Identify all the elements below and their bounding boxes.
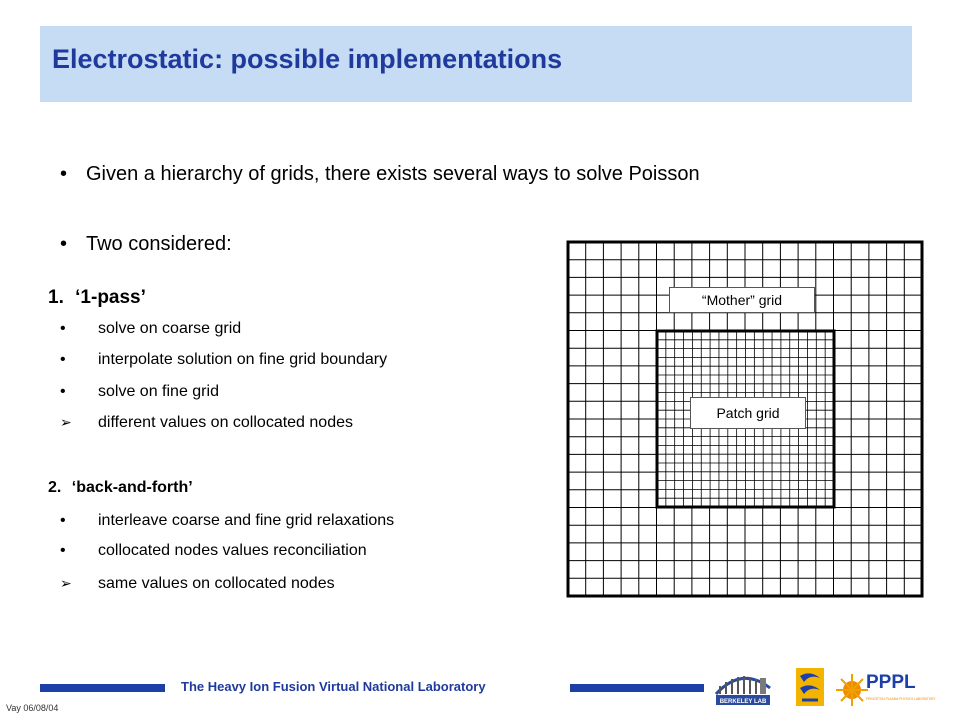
option-1-item-text: interpolate solution on fine grid boundary bbox=[98, 351, 388, 368]
sub-bullet-marker: • bbox=[60, 542, 66, 559]
berkeley-lab-wordmark: BERKELEY LAB bbox=[719, 699, 767, 705]
slide-title: Electrostatic: possible implementations bbox=[52, 44, 563, 74]
sub-bullet-marker: • bbox=[60, 512, 66, 529]
sub-bullet-marker: • bbox=[60, 383, 66, 400]
option-2-item bbox=[60, 512, 394, 530]
option-1-item-text: different values on collocated nodes bbox=[98, 414, 353, 431]
option-2-item-text: interleave coarse and fine grid relaxations bbox=[98, 512, 395, 529]
llnl-logo bbox=[796, 668, 824, 706]
option-1-conclusion bbox=[60, 414, 353, 432]
footer-lab-name: The Heavy Ion Fusion Virtual National Laboratory bbox=[181, 679, 486, 694]
bullet-text: Given a hierarchy of grids, there exists several ways to solve Poisson bbox=[86, 163, 700, 185]
option-1-item bbox=[60, 351, 387, 369]
berkeley-lab-logo bbox=[712, 664, 774, 710]
option-1-item bbox=[60, 320, 241, 338]
option-1-title: ‘1-pass’ bbox=[75, 287, 146, 308]
bullet-text: Two considered: bbox=[86, 233, 232, 255]
patch-grid-label: Patch grid bbox=[690, 397, 806, 429]
option-1-item-text: solve on fine grid bbox=[98, 383, 219, 400]
bullet-marker: • bbox=[60, 233, 68, 255]
bullet-hierarchy bbox=[60, 163, 700, 186]
footer-bar-right bbox=[570, 684, 704, 692]
option-2-item-text: collocated nodes values reconciliation bbox=[98, 542, 367, 559]
mother-grid-label: “Mother” grid bbox=[669, 287, 815, 313]
option-1-item-text: solve on coarse grid bbox=[98, 320, 242, 337]
pppl-subtitle: PRINCETON PLASMA PHYSICS LABORATORY bbox=[866, 697, 936, 701]
option-1-heading bbox=[48, 287, 146, 309]
sub-bullet-marker: • bbox=[60, 351, 66, 368]
pppl-logo bbox=[836, 668, 936, 710]
option-2-conclusion bbox=[60, 575, 335, 593]
option-1-item bbox=[60, 383, 219, 401]
sub-bullet-marker: • bbox=[60, 320, 66, 337]
option-2-item bbox=[60, 542, 367, 560]
bullet-marker: • bbox=[60, 163, 68, 185]
pppl-wordmark: PPPL bbox=[866, 672, 916, 693]
arrow-marker: ➢ bbox=[60, 575, 72, 591]
arrow-marker: ➢ bbox=[60, 414, 72, 430]
option-2-item-text: same values on collocated nodes bbox=[98, 575, 335, 592]
option-2-title: ‘back-and-forth’ bbox=[71, 479, 193, 496]
option-1-number: 1. bbox=[48, 287, 64, 308]
bullet-two-considered bbox=[60, 233, 232, 256]
option-2-heading bbox=[48, 479, 193, 497]
author-date: Vay 06/08/04 bbox=[6, 703, 59, 713]
footer-bar-left bbox=[40, 684, 165, 692]
option-2-number: 2. bbox=[48, 479, 62, 496]
